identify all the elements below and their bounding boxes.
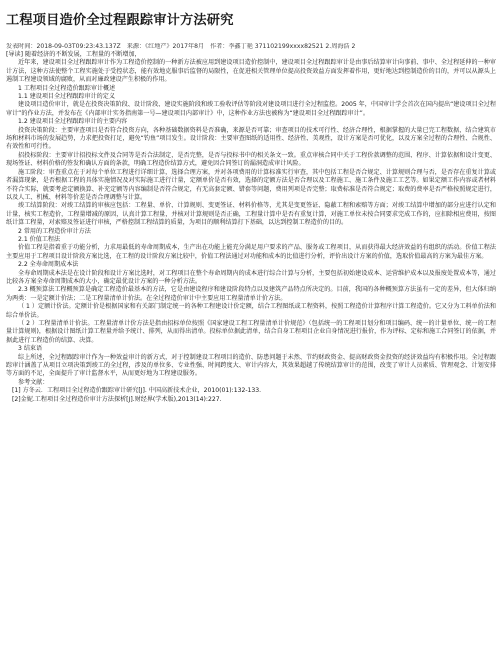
paragraph-quota-pricing: （ 1 ）定额计价法。定额计价是根据国家和有关部门制定统一的各种工程建设计价定额，结合工程图纸或工程资料，按照工程造价计算程序计算工程造价。它又分为工料单价法和综合单价法。: [6, 303, 496, 319]
heading-section-2-2: 2.2 全寿命周期成本法: [18, 261, 79, 269]
heading-section-1: 1 工程项目全过程造价跟踪审计概述: [18, 84, 116, 92]
paragraph-bidding-stage: 招投标阶段：主要审计招投标文件及合同等是否合法制定，是否完整，是否与投标书中的相关条文一致。重点审核合同中关于工程价款调整的范围、程序、计算依据和设计变更、现场签证、材料价格的签发和确认方面的条款，明确工程造价结算方式，避免因合同签订的漏洞造成审计风险。: [6, 151, 496, 168]
paragraph-conclusion: 综上所述，全过程跟踪审计作为一种效益审计的新方式，对于控制建设工程项目的造价、防患问题于未然、节约财政资金、提高财政资金投资的经济效益均有积极作用。全过程跟踪审计涵盖了从项目立项决策到竣工的全过程，涉及的单位多、专业性强、时间跨度大、审计内容大，其效果超越了传统结算审计的范围，改变了审计人员素质、管理观念、计划安排等方面的不足，全面提升了审计监督水平，从而更好地为工程建设服务。: [6, 353, 496, 378]
paragraph-value-engineering: 价值工程是指着重于功能分析，力求用最低的寿命周期成本，生产出在功能上能充分满足用户要求的产品、服务或工程项目，从而获得最大经济效益的有组织的活动。价值工程法主要应用于工程项目设计阶段方案比选，在工程的设计阶段方案比较中，价值工程法通过对功能和成本的比值进行分析，评价出设计方案的价值，选取价值最高的方案为最佳方案。: [6, 244, 496, 260]
heading-section-2-1: 2.1 价值工程法: [18, 235, 61, 243]
abstract-line: [导读] 随着经济的不断发展，工程量的不断增加，: [6, 51, 141, 58]
article-title: 工程项目造价全过程跟踪审计方法研究: [6, 13, 234, 28]
paragraph-budget-method: 2.3 概预算法工程概预算是确定工程造价最基本的方法，它是由建设程序和建设阶段特点以及建筑产品特点所决定的。目前，我国的各种概预算方法虽有一定的差异，但大体归纳为两类：一是定额计价法；二是工程量清单计价法。在全过程造价审计中主要应用工程量清单计价方法。: [6, 286, 496, 302]
references-heading: 参考文献：: [18, 378, 49, 386]
heading-section-1-1: 1.1 建设项目全过程跟踪审计的定义: [18, 93, 115, 101]
paragraph-intro: 近年来，建设项目全过程跟踪审计作为工程造价控制的一种新方法被应用到建设项目造价控制中，建设项目全过程跟踪审计是由事后结算审计向事前、事中、全过程延伸的一种审计方法，这种方法使整个工程实施处于受控状态，能有效地克服事后监督的局限性，在促进相关管理单位提高投资效益方面发挥着作用，更好地达到控制造价的目的，并可以从源头上遏制工程建设领域的腐败，从而对廉政建设产生积极的作用。: [6, 59, 496, 84]
reference-item: [2]金妮.工程项目全过程造价审计方法探析[J].财经界(学术版),2013(14):227.: [12, 395, 222, 403]
heading-section-2: 2 常用的工程造价审计方法: [18, 227, 91, 235]
paragraph-bill-of-quantities: （ 2 ）工程量清单计价法。工程量清单计价方法是指由招标单位按照《国家建设工程工程量清单计价规范》（包括统一的工程项目划分和项目编码、统一的计量单位、统一的工程量计算规则)，根据设计图纸计算工程量并给予统计、排列，从而得出清单。投标单位据此清单，结合自身工程项目企业自身情况进行报价，作为评标、定标和施工合同签订的依据，并据此进行工程造价的结算、决算。: [6, 320, 496, 344]
heading-section-1-2: 1.2 建设项目全过程跟踪审计的主要内容: [18, 118, 128, 126]
article-meta: 发表时间：2018-09-03T09:23:43.137Z 来源：《红地产》2017年8月 作者：李鑫丁艳 371102199xxxx82521 2.周海浩 2: [6, 43, 356, 50]
heading-section-3: 3 结束语: [18, 345, 43, 353]
paragraph-decision-stage: 投资决策阶段：主要审查项目是否符合投资方向，各种基础数据资料是否准确，来源是否可靠；审查项目的技术可行性、经济合理性，根据掌握的大量已完工程数据，结合建筑市场和材料市场的发展趋势，力求把投资打足，避免“钓鱼”项目发生。设计阶段：主要审查图纸的适用性、经济性、美观性，设计方案是否可优化，以及方案全过程的合理性、合规性、有效性和可行性。: [6, 126, 496, 151]
reference-item: [1] 方冬云．工程项目全过程造价跟踪审计研究[J]. 中国高新技术企业，2010(01):132-133.: [12, 387, 262, 395]
paragraph-definition: 建设项目造价审计，就是在投资决策阶段、设计阶段、建设实施阶段和竣工验收评估等阶段对建设项目进行全过程监控。2005 年，中国审计学会首次在国内提出“建设项目全过程审计”的作业方法，并发布在《内部审计实务指南第一号—建设项目内部审计》中，这种作业方法也被称为“建设项目全过程跟踪审计”。: [6, 101, 496, 117]
paragraph-settlement-stage: 竣工结算阶段：对竣工结算的审核应包括：工程量、单价、计算规则、变更签证、材料价格等，尤其是变更签证、隐蔽工程和索赔等方面；对竣工结算中增加的部分应进行认定和计量，核实工程造价，工程量增减的原因，认真计算工程量，并核对计算规则是否正确，工程量计算中是否有重复计算，对施工单位未按合同要求完成工作的，应扣除相应费用，按图纸计算工程量，对索赔及签证进行审核，严格控制工程结算的质量，为项目的顺利结算打下基础，以达到控制工程造价的目的。: [6, 202, 496, 227]
paragraph-life-cycle-cost: 全寿命周期成本法是在设计阶段和设计方案比选时，对工程项目在整个寿命周期内的成本进行综合计算与分析，主要包括初始建设成本、运营维护成本以及报废处置成本等，通过比较各方案全寿命周期成本的大小，确定最优设计方案的一种分析方法。: [6, 269, 496, 285]
paragraph-construction-stage: 施工阶段：审查重点在于对每个单位工程进行详细计算，选择合理方案，并对各项费用的计算标准实行审查，其中包括工程是否合规定、计算规则合理与否，是否存在重复计算或者漏算现象，是否根据工程的具体实施情况及对实际施工进行计量，定额单价是否有效，选择的定额方法是否合理以及工程施工、施工条件及施工工艺等。如果定额工作内容或者材料不符合实际，就要考虑定额换算、补充定额等内容编制是否符合规定，有无高套定额、错套等问题，费用列项是否完整；取费标准是否符合规定；取费的费率是否严格按照规定进行，以及人工、机械、材料等价差是否合理调整与计算。: [6, 168, 496, 201]
